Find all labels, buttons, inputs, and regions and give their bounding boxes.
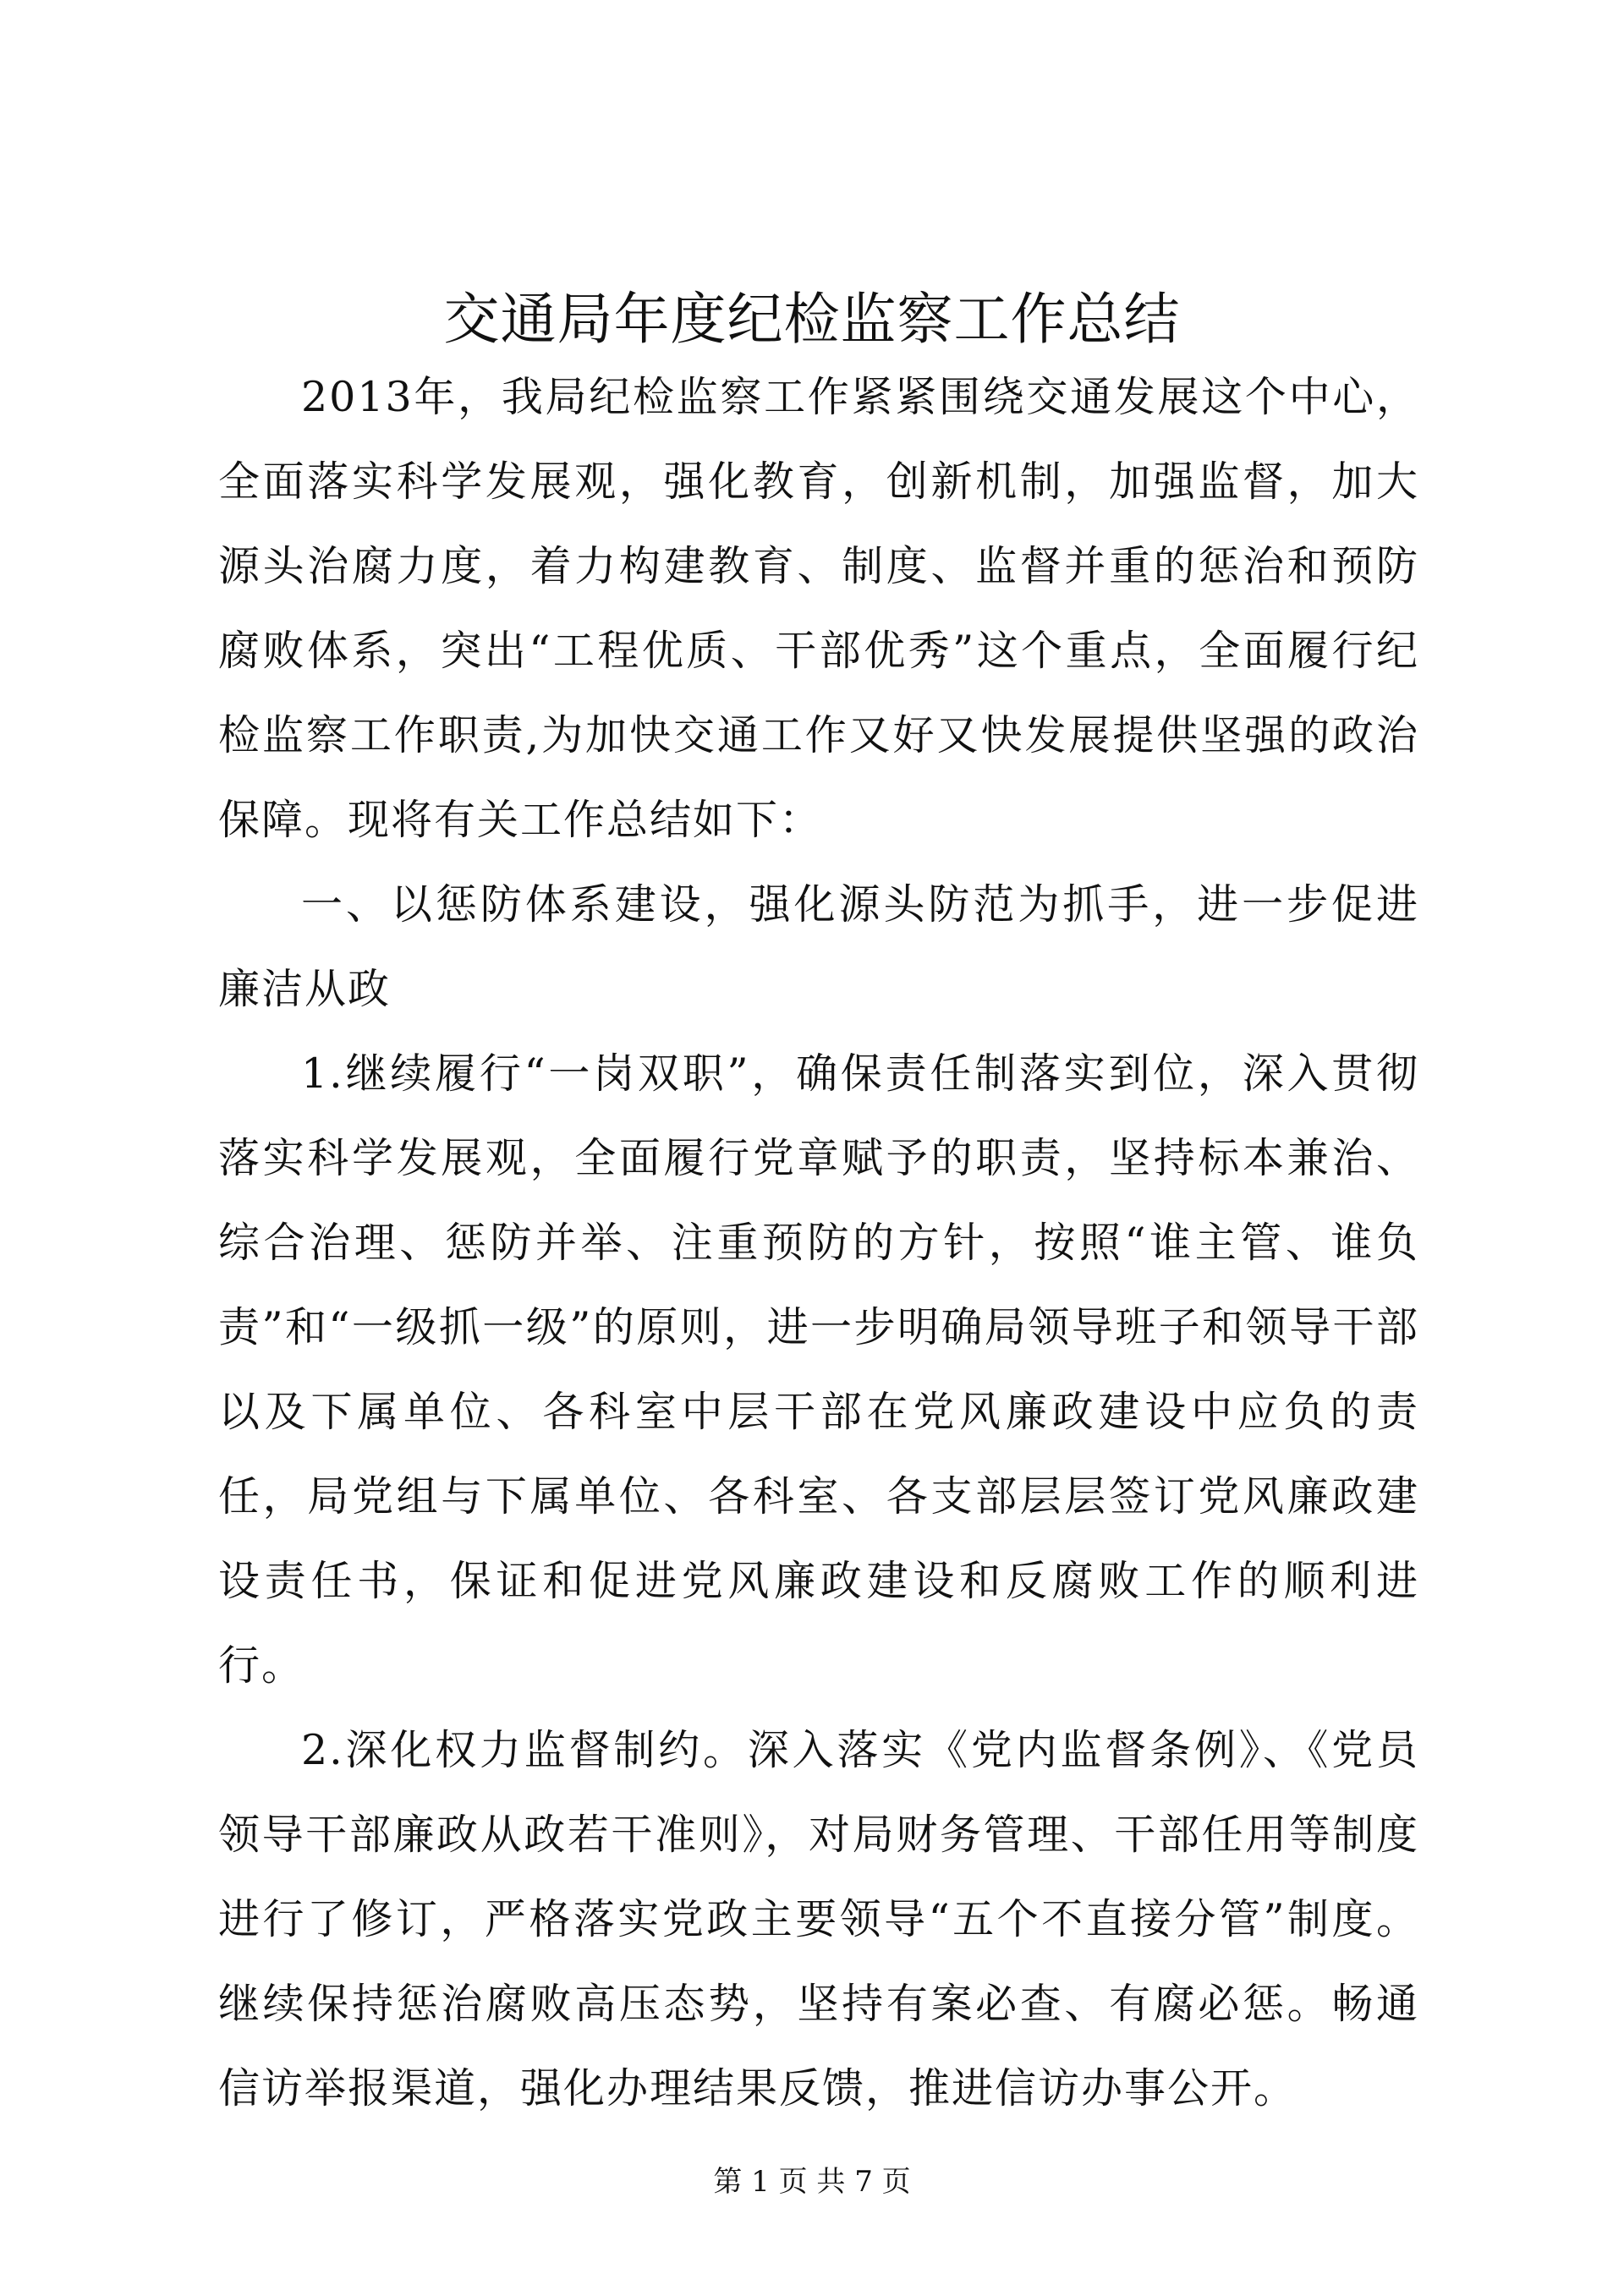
page-number-footer: 第 1 页 共 7 页 <box>713 2165 911 2199</box>
document-body <box>218 355 1419 2131</box>
paragraph-item-1: 1.继续履行“一岗双职”，确保责任制落实到位，深入贯彻落实科学发展观，全面履行党章赋予的职责，坚持标本兼治、综合治理、惩防并举、注重预防的方针，按照“谁主管、谁负责”和“一级抓一级”的原则，进一步明确局领导班子和领导干部以及下属单位、各科室中层干部在党风廉政建设中应负的责任，局党组与下属单位、各科室、各支部层层签订党风廉政建设责任书，保证和促进党风廉政建设和反腐败工作的顺利进行。 <box>218 1049 1419 1690</box>
paragraph-item-2: 2.深化权力监督制约。深入落实《党内监督条例》、《党员领导干部廉政从政若干准则》，对局财务管理、干部任用等制度进行了修订，严格落实党政主要领导“五个不直接分管”制度。继续保持惩治腐败高压态势，坚持有案必查、有腐必惩。畅通信访举报渠道，强化办理结果反馈，推进信访办事公开。 <box>218 1726 1419 2112</box>
document-title: 交通局年度纪检监察工作总结 <box>443 287 1181 352</box>
paragraph-intro: 2013年，我局纪检监察工作紧紧围绕交通发展这个中心，全面落实科学发展观，强化教育，创新机制，加强监督，加大源头治腐力度，着力构建教育、制度、监督并重的惩治和预防腐败体系，突出“工程优质、干部优秀”这个重点，全面履行纪检监察工作职责,为加快交通工作又好又快发展提供坚强的政治保障。现将有关工作总结如下： <box>218 373 1419 844</box>
section-heading-1: 一、以惩防体系建设，强化源头防范为抓手，进一步促进廉洁从政 <box>218 880 1419 1013</box>
